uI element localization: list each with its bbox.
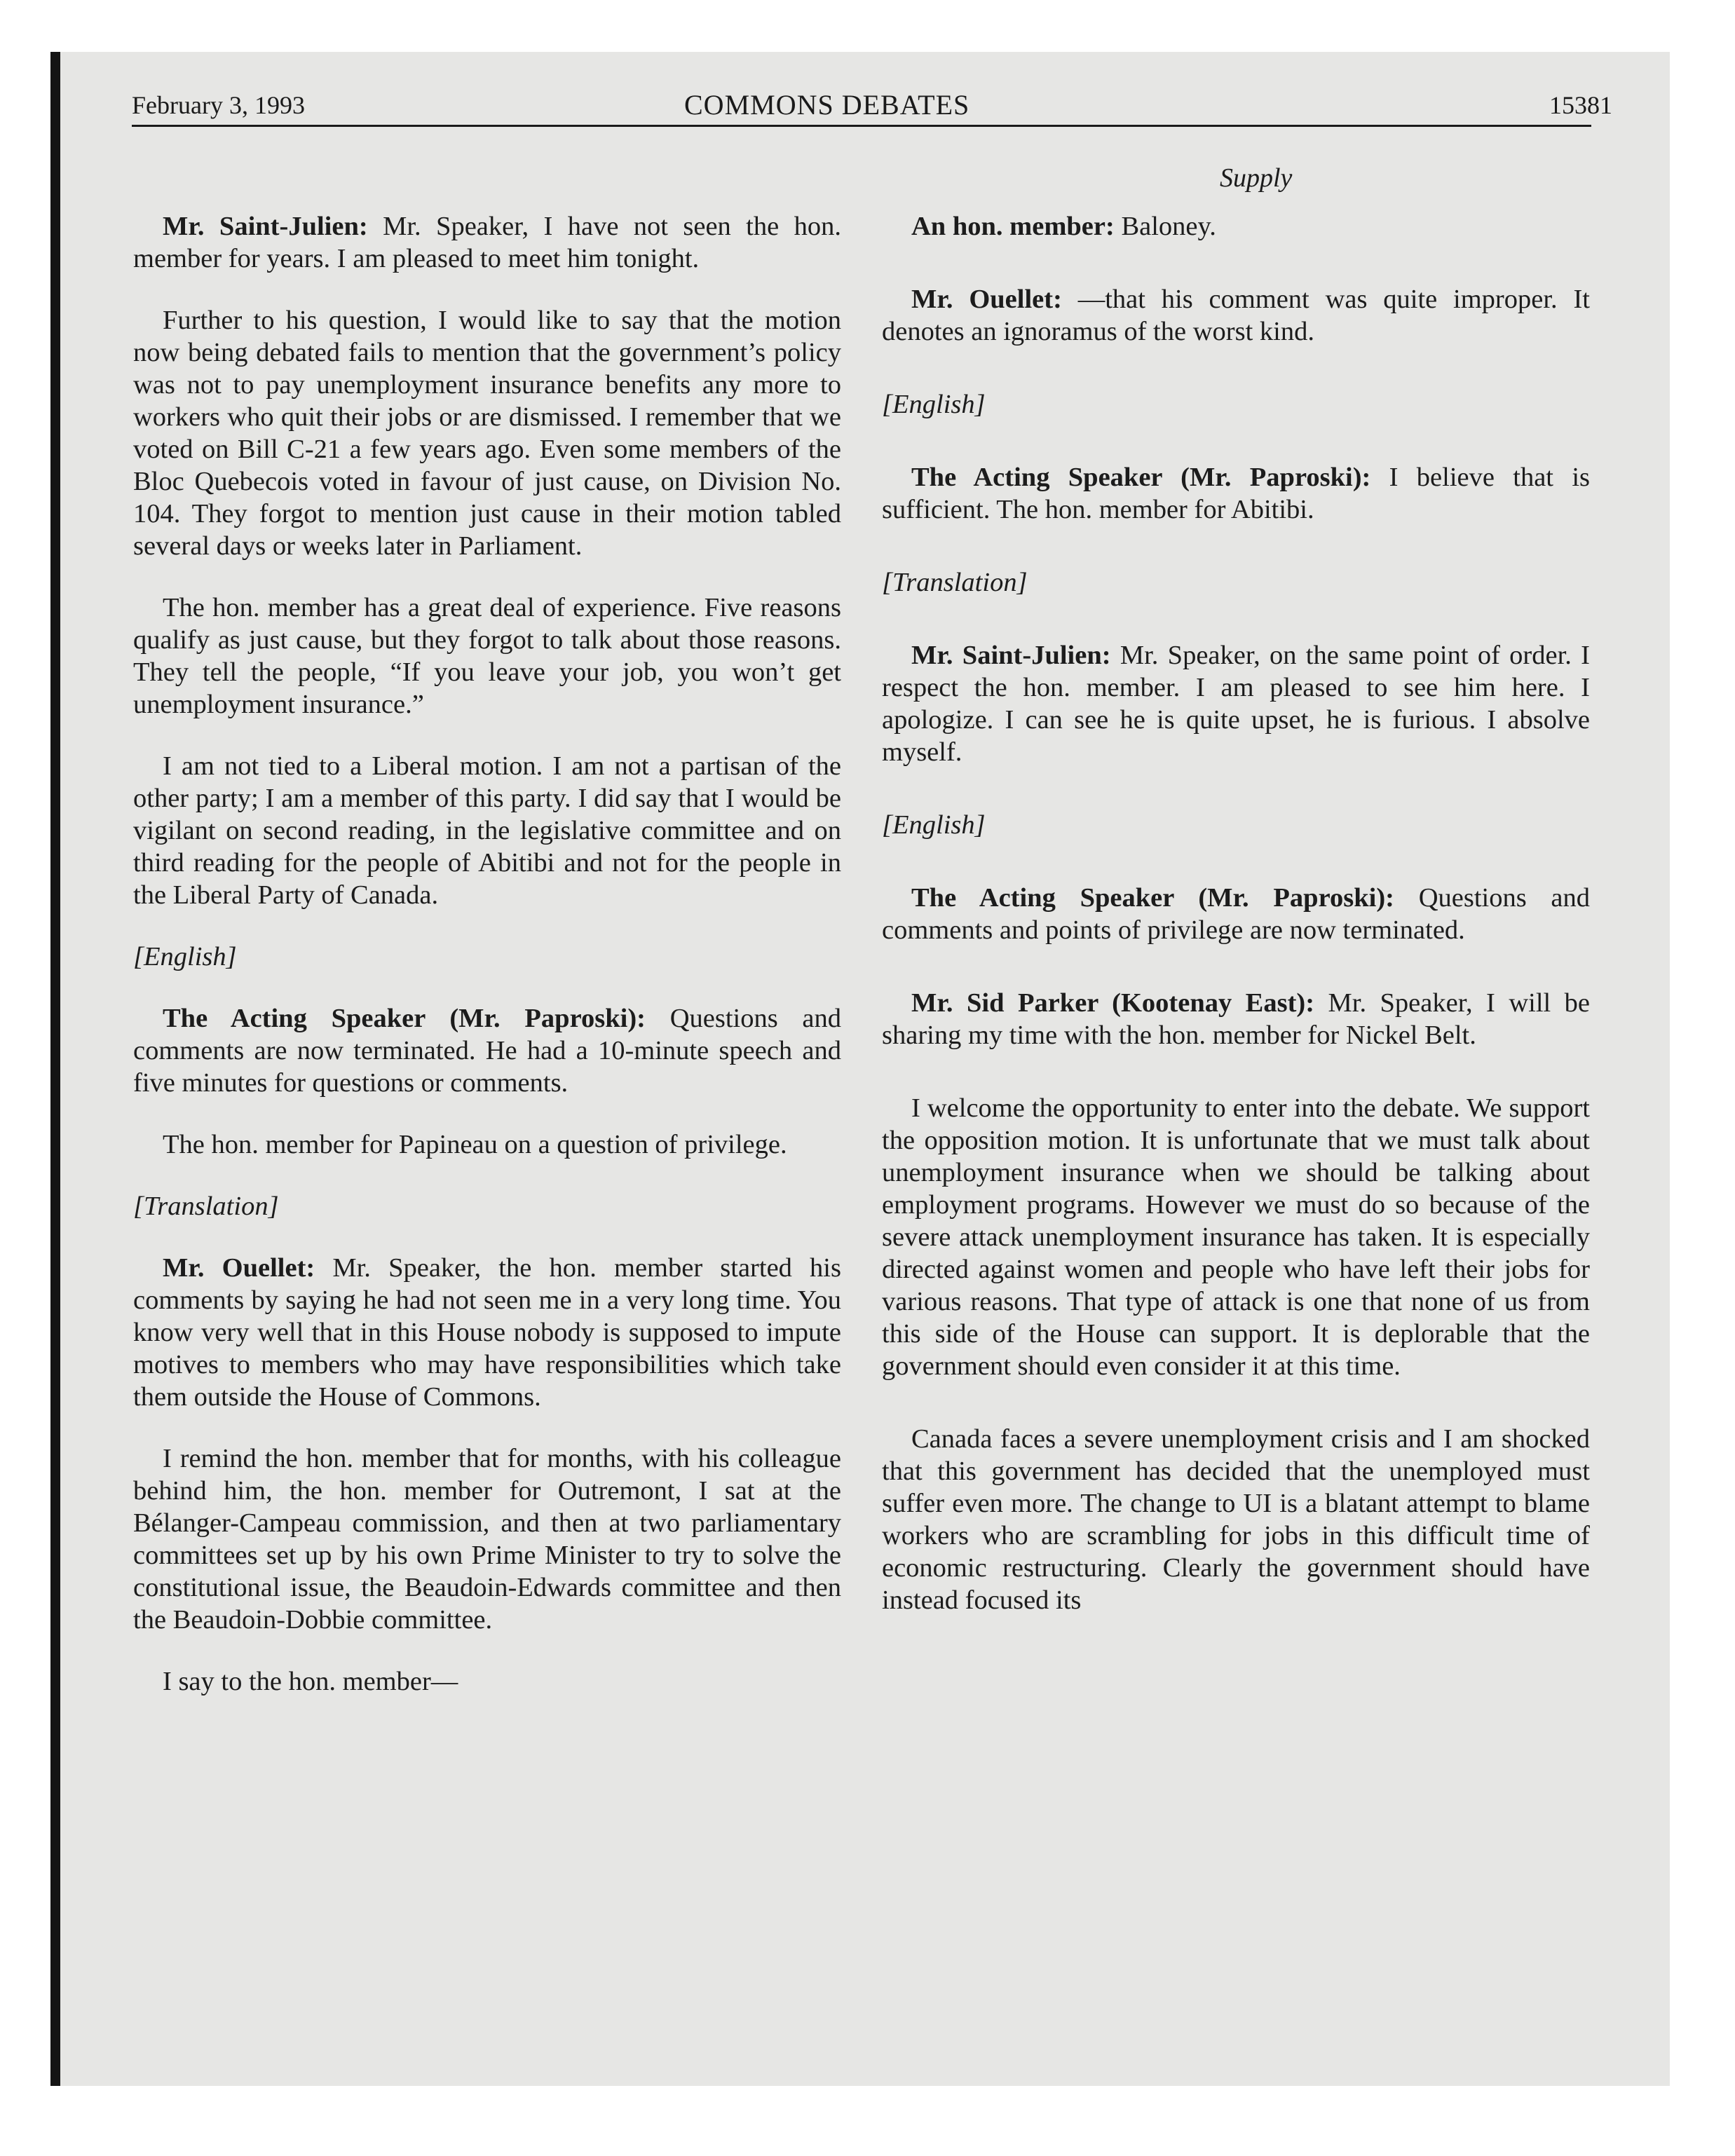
header-page-number: 15381	[1549, 91, 1612, 119]
paragraph-text: Mr. Speaker, I will be sharing my time with the hon. member for Nickel Belt.	[882, 988, 1591, 1050]
paragraph	[133, 304, 841, 562]
paragraph	[882, 987, 1590, 1051]
language-tag	[882, 809, 1590, 841]
paragraph-text: Canada faces a severe unemployment crisis and I am shocked that this government has decided that the unemployed must suffer even more. The change to UI is a blatant attempt to blame workers who are scrambling for jobs in this difficult time of economic restructuring. Clearly the government should have instead focused its	[882, 1424, 1590, 1615]
paragraph-text: I remind the hon. member that for months, with his colleague behind him, the hon. member for Outremont, I sat at the Bélanger-Campeau commission, and then at two parliamentary committees set up by his own Prime Minister to try to solve the constitutional issue, the Beaudoin-Edwards committee and then the Beaudoin-Dobbie committee.	[133, 1444, 841, 1635]
section-label: Supply	[1220, 163, 1293, 193]
paragraph	[882, 210, 1590, 243]
header-rule	[132, 125, 1591, 127]
speaker-name: The Acting Speaker (Mr. Paproski):	[911, 883, 1394, 913]
speaker-name: Mr. Saint-Julien:	[911, 641, 1111, 670]
scan-edge	[50, 52, 60, 2086]
paragraph-text: The hon. member has a great deal of experience. Five reasons qualify as just cause, but they forgot to talk about those reasons. They tell the people, “If you leave your job, you won’t get unemployment insurance.”	[133, 593, 841, 719]
paragraph-text: —that his comment was quite improper. It denotes an ignoramus of the worst kind.	[882, 285, 1590, 346]
header-date: February 3, 1993	[132, 91, 305, 119]
paragraph-text: Mr. Speaker, on the same point of order. I respect the hon. member. I am pleased to see him here. I apologize. I can see he is quite upset, he is furious. I absolve myself.	[882, 641, 1590, 767]
language-tag-text: [English]	[882, 810, 986, 840]
paragraph	[882, 882, 1590, 946]
paragraph-text: Further to his question, I would like to say that the motion now being debated fails to mention that the government’s policy was not to pay unemployment insurance benefits any more to workers who quit their jobs or are dismissed. I remember that we voted on Bill C-21 a few years ago. Even some members of the Bloc Quebecois voted in favour of just cause, on Division No. 104. They forgot to mention just cause in their motion tabled several days or weeks later in Parliament.	[133, 306, 841, 561]
paragraph-text: Mr. Speaker, I have not seen the hon. member for years. I am pleased to meet him tonight.	[133, 212, 841, 273]
paragraph	[133, 210, 841, 275]
paragraph	[882, 1423, 1590, 1616]
paragraph-text: Mr. Speaker, the hon. member started his comments by saying he had not seen me in a very long time. You know very well that in this House nobody is supposed to impute motives to members who may have responsibilities which take them outside the House of Commons.	[133, 1253, 841, 1412]
paragraph-text: Baloney.	[1114, 212, 1216, 241]
paragraph	[133, 1252, 841, 1413]
language-tag	[133, 941, 841, 973]
paragraph	[133, 1442, 841, 1636]
paragraph-text: I say to the hon. member—	[163, 1667, 458, 1696]
paragraph-text: The hon. member for Papineau on a question of privilege.	[163, 1130, 787, 1159]
speaker-name: An hon. member:	[911, 212, 1115, 241]
paragraph-text: Questions and comments are now terminated. He had a 10-minute speech and five minutes for questions or comments.	[133, 1004, 841, 1098]
paragraph	[882, 1092, 1590, 1382]
paragraph	[882, 283, 1590, 348]
right-column	[882, 210, 1590, 1657]
paragraph	[133, 1665, 841, 1698]
paragraph-text: I am not tied to a Liberal motion. I am not a partisan of the other party; I am a member of this party. I did say that I would be vigilant on second reading, in the legislative committee and on third reading for the people of Abitibi and not for the people in the Liberal Party of Canada.	[133, 751, 841, 910]
left-column	[133, 210, 841, 1727]
speaker-name: Mr. Ouellet:	[163, 1253, 315, 1283]
speaker-name: Mr. Sid Parker (Kootenay East):	[911, 988, 1315, 1018]
language-tag-text: [English]	[133, 942, 237, 971]
language-tag-text: [Translation]	[882, 568, 1028, 597]
paragraph	[133, 1002, 841, 1099]
language-tag	[882, 388, 1590, 421]
language-tag	[882, 566, 1590, 599]
paragraph-text: Questions and comments and points of privilege are now terminated.	[882, 883, 1590, 945]
language-tag-text: [Translation]	[133, 1192, 279, 1221]
speaker-name: Mr. Ouellet:	[911, 285, 1062, 314]
language-tag	[133, 1190, 841, 1222]
paragraph	[882, 639, 1590, 768]
speaker-name: The Acting Speaker (Mr. Paproski):	[911, 463, 1371, 492]
paragraph	[133, 750, 841, 911]
paragraph	[882, 461, 1590, 526]
header-title: COMMONS DEBATES	[684, 89, 970, 121]
paragraph	[133, 1128, 841, 1161]
language-tag-text: [English]	[882, 390, 986, 419]
speaker-name: The Acting Speaker (Mr. Paproski):	[163, 1004, 646, 1033]
speaker-name: Mr. Saint-Julien:	[163, 212, 368, 241]
paragraph-text: I believe that is sufficient. The hon. member for Abitibi.	[882, 463, 1590, 524]
paragraph-text: I welcome the opportunity to enter into the debate. We support the opposition motion. It is unfortunate that we must talk about unemployment insurance when we should be talking about employment programs. However we must do so because of the severe attack unemployment insurance has taken. It is especially directed against women and people who have left their jobs for various reasons. That type of attack is one that none of us from this side of the House can support. It is deplorable that the government should even consider it at this time.	[882, 1093, 1590, 1381]
paragraph	[133, 592, 841, 721]
